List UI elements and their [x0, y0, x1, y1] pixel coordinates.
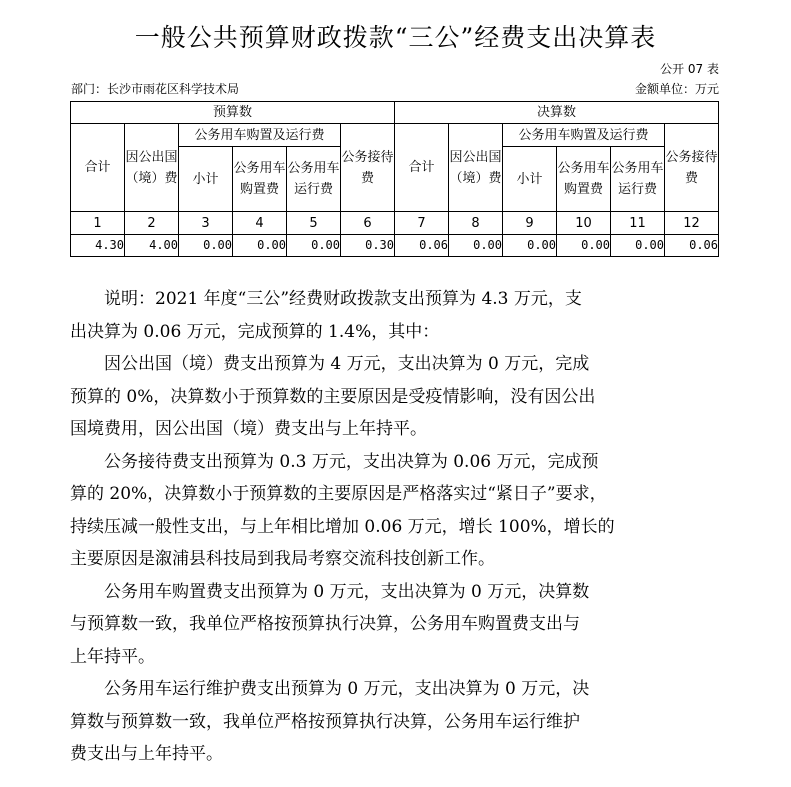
header-abroad: 因公出国（境）费 [449, 124, 503, 212]
header-total: 合计 [395, 124, 449, 212]
column-number: 10 [557, 212, 611, 235]
column-number: 3 [179, 212, 233, 235]
column-number: 9 [503, 212, 557, 235]
paragraph-line: 公务用车运行维护费支出预算为 0 万元，支出决算为 0 万元，决 [104, 679, 590, 699]
header-reception: 公务接待费 [665, 124, 719, 212]
expense-table [70, 101, 719, 257]
paragraph [70, 576, 730, 674]
paragraph-line: 因公出国（境）费支出预算为 4 万元，支出决算为 0 万元，完成 [104, 354, 590, 374]
explanation-text [70, 283, 730, 771]
value-row [71, 235, 719, 257]
header-reception: 公务接待费 [341, 124, 395, 212]
unit-label: 金额单位：万元 [634, 82, 719, 96]
column-number: 4 [233, 212, 287, 235]
paragraph [70, 673, 730, 771]
value-cell: 4.30 [71, 235, 125, 257]
value-cell: 0.00 [233, 235, 287, 257]
paragraph-line: 说明：2021 年度“三公”经费财政拨款支出预算为 4.3 万元，支 [104, 289, 582, 309]
column-number: 2 [125, 212, 179, 235]
value-cell: 4.00 [125, 235, 179, 257]
page-title: 一般公共预算财政拨款“三公”经费支出决算表 [134, 23, 657, 52]
value-cell: 0.00 [449, 235, 503, 257]
paragraph-line: 费支出与上年持平。 [70, 744, 223, 764]
department-label: 部门：长沙市雨花区科学技术局 [71, 82, 240, 96]
column-number: 12 [665, 212, 719, 235]
paragraph-line: 上年持平。 [70, 646, 155, 667]
column-number: 5 [287, 212, 341, 235]
paragraph [70, 283, 730, 348]
header-operation: 公务用车运行费 [611, 147, 665, 212]
header-vehicle: 公务用车购置及运行费 [503, 124, 665, 147]
paragraph [70, 348, 730, 446]
value-cell: 0.00 [611, 235, 665, 257]
paragraph-line: 算的 20%，决算数小于预算数的主要原因是严格落实过“紧日子”要求， [70, 484, 607, 504]
column-number: 7 [395, 212, 449, 235]
paragraph-line: 国境费用，因公出国（境）费支出与上年持平。 [70, 419, 427, 439]
header-purchase: 公务用车购置费 [557, 147, 611, 212]
paragraph-line: 主要原因是溆浦县科技局到我局考察交流科技创新工作。 [70, 549, 495, 569]
paragraph-line: 预算的 0%，决算数小于预算数的主要原因是受疫情影响，没有因公出 [70, 386, 596, 407]
header-final: 决算数 [395, 102, 719, 124]
header-abroad: 因公出国（境）费 [125, 124, 179, 212]
header-vehicle: 公务用车购置及运行费 [179, 124, 341, 147]
column-number: 8 [449, 212, 503, 235]
value-cell: 0.00 [557, 235, 611, 257]
column-number: 1 [71, 212, 125, 235]
header-subtotal: 小计 [179, 147, 233, 212]
value-cell: 0.06 [665, 235, 719, 257]
header-subtotal: 小计 [503, 147, 557, 212]
paragraph [70, 446, 730, 576]
column-number: 6 [341, 212, 395, 235]
paragraph-line: 公务用车购置费支出预算为 0 万元，支出决算为 0 万元，决算数 [104, 581, 590, 602]
header-purchase: 公务用车购置费 [233, 147, 287, 212]
paragraph-line: 持续压减一般性支出，与上年相比增加 0.06 万元，增长 100%，增长的 [70, 516, 615, 537]
column-number: 11 [611, 212, 665, 235]
header-budget: 预算数 [71, 102, 395, 124]
value-cell: 0.00 [179, 235, 233, 257]
value-cell: 0.30 [341, 235, 395, 257]
column-number-row [71, 212, 719, 235]
paragraph-line: 算数与预算数一致，我单位严格按预算执行决算，公务用车运行维护 [70, 711, 580, 732]
value-cell: 0.06 [395, 235, 449, 257]
header-operation: 公务用车运行费 [287, 147, 341, 212]
paragraph-line: 公务接待费支出预算为 0.3 万元，支出决算为 0.06 万元，完成预 [104, 451, 599, 472]
value-cell: 0.00 [503, 235, 557, 257]
paragraph-line: 与预算数一致，我单位严格按预算执行决算，公务用车购置费支出与 [70, 614, 580, 634]
value-cell: 0.00 [287, 235, 341, 257]
paragraph-line: 出决算为 0.06 万元，完成预算的 1.4%，其中： [70, 321, 440, 342]
form-number: 公开 07 表 [660, 62, 719, 76]
header-total: 合计 [71, 124, 125, 212]
